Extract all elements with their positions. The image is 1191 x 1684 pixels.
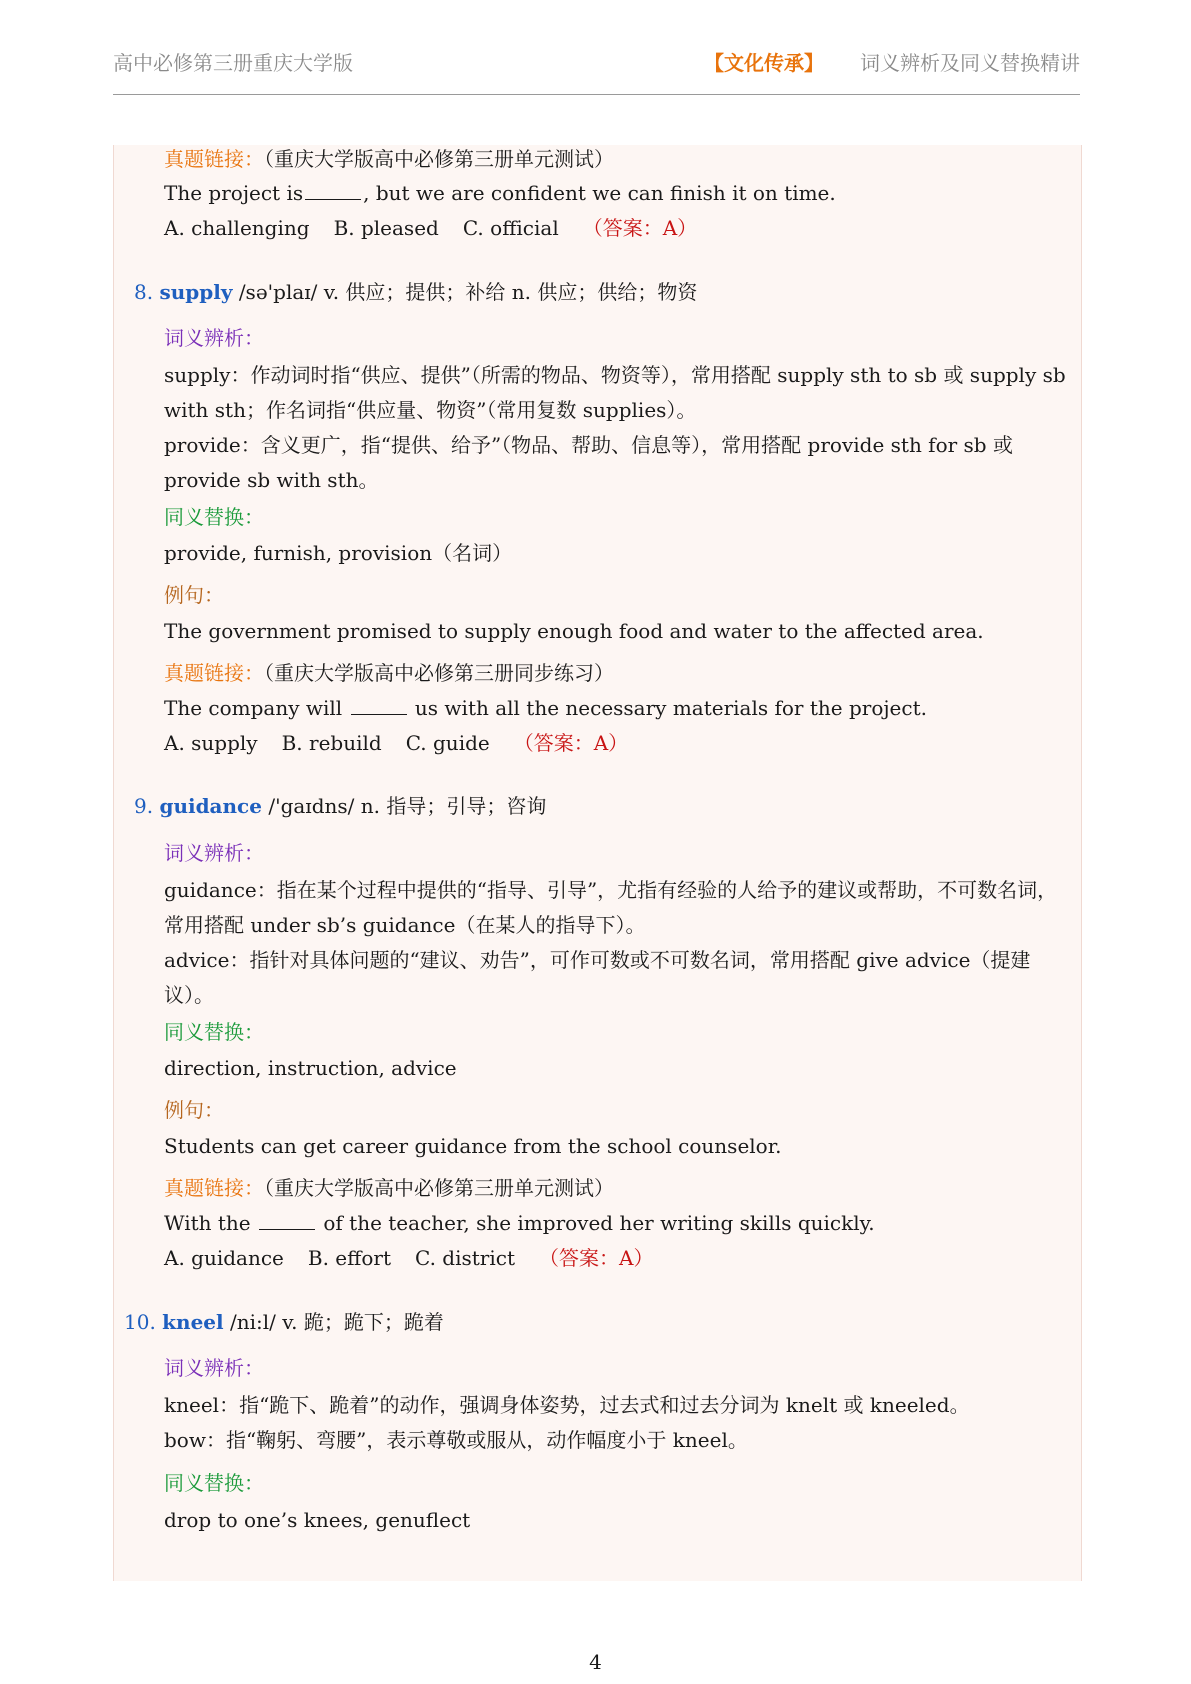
header-rule	[113, 94, 1080, 95]
analysis-paragraph: supply：作动词时指“供应、提供”（所需的物品、物资等），常用搭配 supply sth to sb 或 supply sb with sth；作名词指“供应量、物资”（常用复数 supplies）。	[164, 363, 1066, 422]
entry-number: 10.	[124, 1310, 156, 1334]
synonym-list: provide, furnish, provision（名词）	[164, 541, 513, 565]
analysis-paragraph: advice：指针对具体问题的“建议、劝告”，可作可数或不可数名词，常用搭配 give advice（提建议）。	[164, 948, 1031, 1007]
example-sentence: Students can get career guidance from the school counselor.	[164, 1134, 782, 1158]
question-text-after: , but we are confident we can finish it on time.	[363, 181, 836, 205]
entry-definition: /ni:l/ v. 跪；跪下；跪着	[229, 1310, 444, 1334]
option-c: C. official	[462, 216, 559, 240]
link-label: 真题链接：	[164, 1176, 264, 1200]
example-sentence: The government promised to supply enough food and water to the affected area.	[164, 619, 984, 643]
link-source: （重庆大学版高中必修第三册同步练习）	[264, 661, 614, 685]
synonym-label: 同义替换：	[164, 1020, 264, 1044]
top-question	[164, 180, 836, 206]
option-b: B. pleased	[333, 216, 439, 240]
answer-blank	[305, 181, 361, 200]
header-right	[704, 47, 1080, 76]
option-a: A. challenging	[164, 216, 310, 240]
synonym-list: direction, instruction, advice	[164, 1056, 457, 1080]
link-line	[164, 1175, 614, 1201]
top-options	[164, 215, 697, 241]
entry-heading-supply	[134, 279, 697, 305]
entry-heading-kneel	[124, 1309, 444, 1335]
answer-key: （答案：A）	[582, 216, 698, 240]
question	[164, 1210, 875, 1236]
question	[164, 695, 927, 721]
entry-definition: /sə'plaɪ/ v. 供应；提供；补给 n. 供应；供给；物资	[238, 280, 698, 304]
entry-definition: /'gaɪdns/ n. 指导；引导；咨询	[268, 794, 547, 818]
synonym-list: drop to one’s knees, genuflect	[164, 1508, 471, 1532]
example-label: 例句：	[164, 583, 224, 607]
synonym-label: 同义替换：	[164, 505, 264, 529]
entry-heading-guidance	[134, 793, 546, 819]
entry-word: supply	[159, 280, 233, 304]
top-link-line	[164, 146, 614, 172]
analysis-paragraph: bow：指“鞠躬、弯腰”，表示尊敬或服从，动作幅度小于 kneel。	[164, 1428, 748, 1452]
answer-blank	[259, 1211, 315, 1230]
entry-word: kneel	[162, 1310, 224, 1334]
analysis-paragraph: guidance：指在某个过程中提供的“指导、引导”，尤指有经验的人给予的建议或帮助，不可数名词，常用搭配 under sb’s guidance（在某人的指导下）。	[164, 878, 1058, 937]
option-c: C. guide	[405, 731, 490, 755]
analysis-label: 词义辨析：	[164, 841, 264, 865]
question-text-after: of the teacher, she improved her writing skills quickly.	[323, 1211, 875, 1235]
link-source: （重庆大学版高中必修第三册单元测试）	[264, 147, 614, 171]
synonym-label: 同义替换：	[164, 1471, 264, 1495]
entry-number: 9.	[134, 794, 154, 818]
answer-key: （答案：A）	[539, 1246, 654, 1270]
link-line	[164, 660, 614, 686]
entry-word: guidance	[159, 794, 262, 818]
header-chapter-title: 词义辨析及同义替换精讲	[860, 51, 1080, 75]
option-a: A. guidance	[164, 1246, 284, 1270]
header-book-title: 高中必修第三册重庆大学版	[113, 51, 353, 75]
question-text-after: us with all the necessary materials for the project.	[414, 696, 927, 720]
page-number: 4	[589, 1650, 602, 1674]
analysis-label: 词义辨析：	[164, 326, 264, 350]
options	[164, 1245, 653, 1271]
entry-number: 8.	[134, 280, 154, 304]
link-label: 真题链接：	[164, 661, 264, 685]
question-text-before: The company will	[164, 696, 343, 720]
analysis-label: 词义辨析：	[164, 1356, 264, 1380]
link-source: （重庆大学版高中必修第三册单元测试）	[264, 1176, 614, 1200]
options	[164, 730, 628, 756]
question-text-before: With the	[164, 1211, 251, 1235]
option-a: A. supply	[164, 731, 258, 755]
analysis-paragraph: kneel：指“跪下、跪着”的动作，强调身体姿势，过去式和过去分词为 knelt 或 kneeled。	[164, 1393, 970, 1417]
page-header	[113, 44, 1080, 94]
question-text-before: The project is	[164, 181, 304, 205]
option-b: B. effort	[307, 1246, 391, 1270]
example-label: 例句：	[164, 1098, 224, 1122]
header-brand: 【文化传承】	[704, 51, 824, 75]
analysis-paragraph: provide：含义更广，指“提供、给予”（物品、帮助、信息等），常用搭配 provide sth for sb 或 provide sb with sth。	[164, 433, 1013, 492]
answer-key: （答案：A）	[513, 731, 629, 755]
option-b: B. rebuild	[281, 731, 382, 755]
option-c: C. district	[415, 1246, 515, 1270]
link-label: 真题链接：	[164, 147, 264, 171]
answer-blank	[351, 696, 407, 715]
